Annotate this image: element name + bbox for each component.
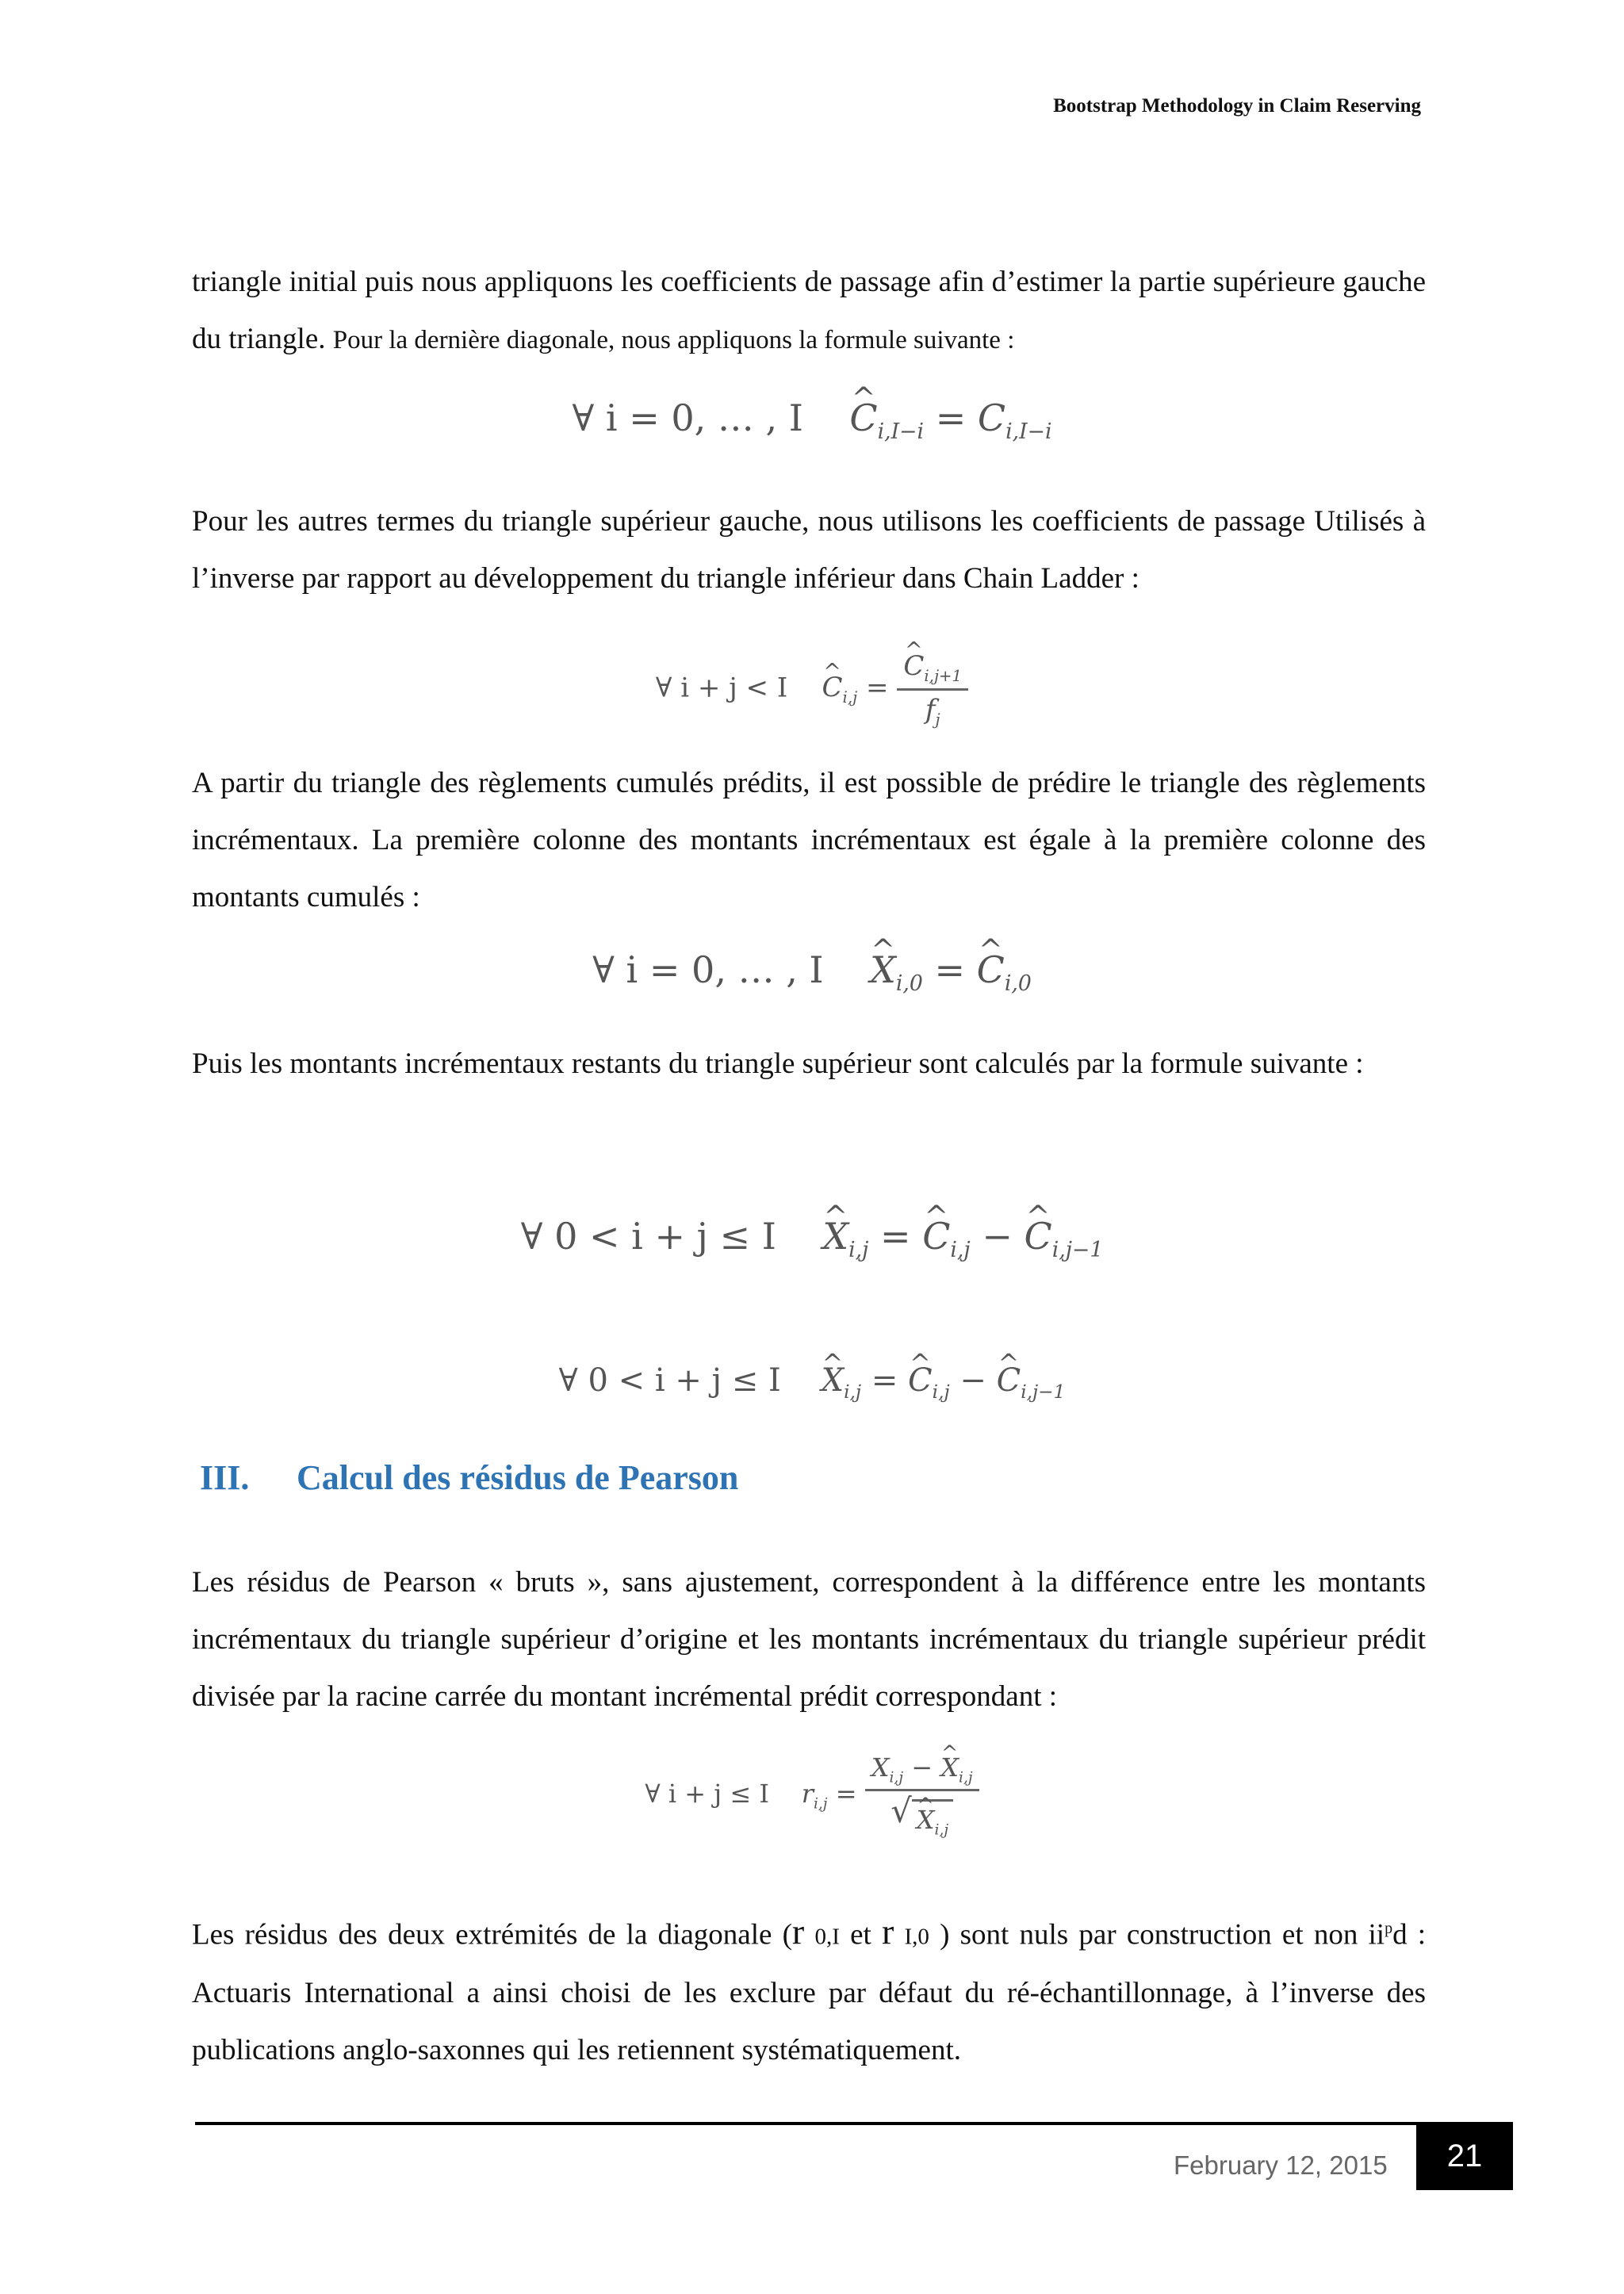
eq4-minus: − [982, 1215, 1013, 1258]
eq1-quantifier: ∀ i = 0, … , I [572, 396, 803, 439]
eq1-lhs: ^ C [849, 396, 877, 439]
p6-line2-b: d : Actuaris International a ainsi choisi de les exclure par défaut du ré-échantillonnage, à l’inverse des publications anglo-saxonnes qui les retiennent systématiquement. [192, 1918, 1427, 2067]
eq4-lhs: ^ X [822, 1215, 848, 1258]
eq4b-lhs: ^ X [822, 1362, 844, 1399]
eq4-lhs-sub: i,j [848, 1238, 869, 1263]
footer-rule [195, 2122, 1432, 2125]
eq4b-term-b-sub: i,j−1 [1021, 1381, 1066, 1403]
eq5-lhs: r [801, 1778, 814, 1809]
eq2-lhs: ^ C [822, 672, 843, 703]
equation-pearson-residual [0, 1752, 1624, 1839]
eq5-num-b-sub: i,j [959, 1769, 973, 1787]
eq2-num-symbol: ^ C [903, 650, 924, 682]
eq4-term-a: ^ C [922, 1215, 950, 1258]
eq4-term-a-sub: i,j [950, 1238, 971, 1263]
eq2-den-sub: j [935, 710, 940, 729]
section-title-text: Calcul des résidus de Pearson [297, 1458, 739, 1497]
paragraph-other-terms [192, 493, 1426, 607]
eq3-equals: = [934, 948, 966, 991]
eq1-equals: = [935, 396, 967, 439]
paragraph-pearson-text: Les résidus de Pearson « bruts », sans ajustement, correspondent à la différence entre les montants incrémentaux du triangle supérieur d’origine et les montants incrémentaux du triangle supérieur prédit divisée par la racine carrée du montant incrémental prédit correspondant : [192, 1566, 1426, 1713]
p6-residual-1: r [791, 1911, 805, 1952]
eq5-num-a-sub: i,j [889, 1769, 904, 1787]
running-header: Bootstrap Methodology in Claim Reserving [1053, 95, 1421, 117]
eq2-lhs-sub: i,j [842, 688, 858, 707]
eq2-denominator [925, 691, 940, 729]
eq4b-equals: = [871, 1362, 898, 1399]
p6-text-2: et [850, 1918, 871, 1951]
p6-residual-2: r [881, 1911, 894, 1952]
eq2-num-sub: i,j+1 [924, 666, 963, 685]
eq3-lhs: ^ X [870, 948, 896, 991]
eq1-lhs-sub: i,I−i [877, 419, 925, 445]
eq4b-term-b: ^ C [997, 1362, 1021, 1399]
eq4b-quantifier: ∀ 0 < i + j ≤ I [558, 1362, 781, 1399]
equation-incremental-difference-repeat [0, 1362, 1624, 1403]
eq2-fraction [897, 650, 968, 729]
eq3-rhs-sub: i,0 [1004, 971, 1032, 997]
equation-backward-development [0, 650, 1624, 729]
paragraph-pearson [192, 1554, 1426, 1725]
eq5-numerator [865, 1752, 979, 1791]
p6-text-3: ) sont nuls par construction et non [940, 1918, 1358, 1951]
eq5-lhs-sub: i,j [813, 1795, 828, 1813]
p6-residual-2-sub: I,0 [904, 1924, 929, 1950]
page-number: 21 [1416, 2122, 1513, 2190]
eq4-quantifier: ∀ 0 < i + j ≤ I [520, 1215, 776, 1258]
eq5-quantifier: ∀ i + j ≤ I [645, 1778, 769, 1809]
section-number: III. [200, 1458, 250, 1497]
eq5-den-sub: i,j [934, 1821, 949, 1839]
eq5-den-symbol: ^ X [917, 1805, 935, 1835]
eq5-equals: = [835, 1778, 857, 1809]
paragraph-incremental [192, 755, 1426, 926]
eq1-rhs-sub: i,I−i [1005, 419, 1052, 445]
eq3-rhs: ^ C [977, 948, 1005, 991]
p6-line2-a: ii [1368, 1918, 1385, 1951]
section-heading [200, 1457, 738, 1498]
eq5-denominator [891, 1791, 953, 1838]
eq2-equals: = [866, 672, 889, 704]
paragraph-intro [192, 254, 1426, 369]
eq5-num-a: X [871, 1752, 890, 1783]
eq4-term-b: ^ C [1024, 1215, 1051, 1258]
eq2-numerator [897, 650, 968, 691]
equation-last-diagonal [0, 396, 1624, 444]
eq5-minus: − [911, 1752, 933, 1783]
paragraph-intro-tail: Pour la dernière diagonale, nous appliquons la formule suivante : [332, 326, 1015, 354]
eq1-rhs: C [977, 396, 1006, 439]
paragraph-incremental-text: A partir du triangle des règlements cumulés prédits, il est possible de prédire le triangle des règlements incrémentaux. La première colonne des montants incrémentaux est égale à la première colonne des montants cumulés : [192, 767, 1426, 913]
p6-text-1: Les résidus des deux extrémités de la diagonale ( [192, 1918, 792, 1951]
eq3-lhs-sub: i,0 [895, 971, 923, 997]
eq5-num-b: ^ X [940, 1752, 959, 1783]
eq4-equals: = [880, 1215, 911, 1258]
equation-first-column [0, 948, 1624, 996]
p6-line2-sup: p [1385, 1920, 1393, 1937]
eq5-sqrt: √ ^ $X_{i,j}$ [891, 1794, 953, 1838]
eq4b-term-a: ^ C [908, 1362, 933, 1399]
paragraph-other-terms-text: Pour les autres termes du triangle supérieur gauche, nous utilisons les coefficients de passage Utilisés à l’inverse par rapport au développement du triangle inférieur dans Chain Ladder : [192, 505, 1426, 595]
eq5-fraction [865, 1752, 979, 1839]
paragraph-extremities [192, 1900, 1426, 2079]
paragraph-intro-main: triangle initial puis nous appliquons les coefficients de passage afin d’estimer la partie supérieure gauche du triangle. [192, 266, 1426, 355]
equation-incremental-difference [0, 1215, 1624, 1262]
eq2-den-symbol: f [925, 693, 936, 726]
eq3-quantifier: ∀ i = 0, … , I [592, 948, 824, 991]
p6-residual-1-sub: 0,I [814, 1924, 840, 1950]
footer-date: February 12, 2015 [1174, 2150, 1388, 2180]
eq4b-minus: − [959, 1362, 986, 1399]
eq2-quantifier: ∀ i + j < I [655, 672, 788, 704]
eq4-term-b-sub: i,j−1 [1051, 1238, 1104, 1263]
eq4b-lhs-sub: i,j [844, 1381, 862, 1403]
paragraph-remaining [192, 1036, 1426, 1093]
eq4b-term-a-sub: i,j [932, 1381, 950, 1403]
paragraph-remaining-text: Puis les montants incrémentaux restants du triangle supérieur sont calculés par la formule suivante : [192, 1047, 1364, 1080]
